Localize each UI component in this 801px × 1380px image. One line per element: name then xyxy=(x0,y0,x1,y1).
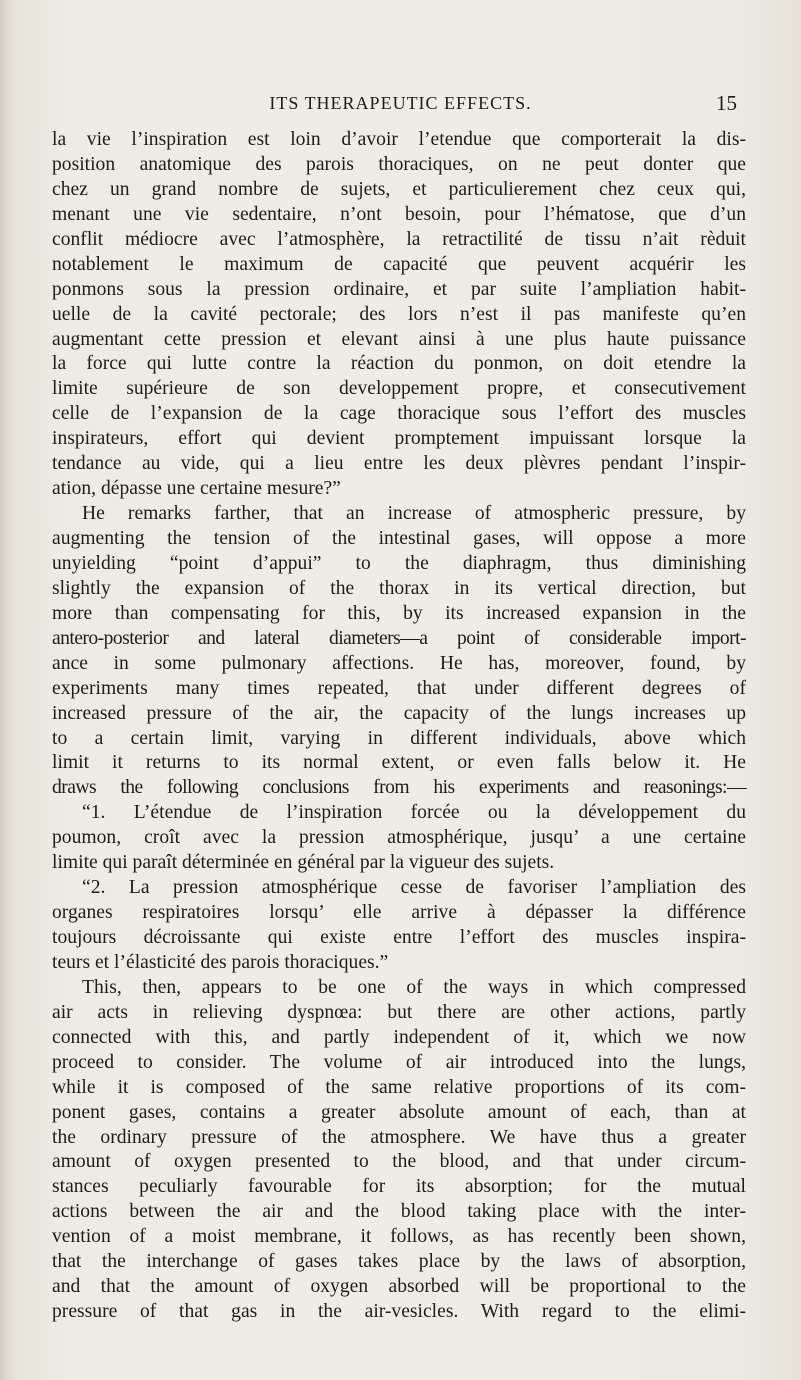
body-text xyxy=(52,128,746,1325)
text-line: limit it returns to its normal extent, or even falls below it. He xyxy=(52,752,746,774)
text-line: increased pressure of the air, the capacity of the lungs increases up xyxy=(52,702,746,724)
text-line: pressure of that gas in the air-vesicles. With regard to the elimi- xyxy=(52,1301,746,1323)
text-line: “1. L’étendue de l’inspiration forcée ou la développement du xyxy=(82,802,746,824)
text-line: amount of oxygen presented to the blood, and that under circum- xyxy=(52,1151,746,1173)
text-line: augmenting the tension of the intestinal gases, will oppose a more xyxy=(52,528,746,549)
running-title: ITS THERAPEUTIC EFFECTS. xyxy=(269,93,532,113)
text-line: while it is composed of the same relative proportions of its com- xyxy=(52,1076,746,1098)
text-line: limite qui paraît déterminée en général par la vigueur des sujets. xyxy=(52,852,555,874)
text-line: vention of a moist membrane, it follows, as has recently been shown, xyxy=(52,1226,746,1248)
text-line: la vie l’inspiration est loin d’avoir l’etendue que comporterait la dis- xyxy=(52,129,746,150)
page-number: 15 xyxy=(716,91,737,115)
text-line: stances peculiarly favourable for its absorption; for the mutual xyxy=(52,1176,746,1198)
text-line: tendance au vide, qui a lieu entre les deux plèvres pendant l’inspir- xyxy=(52,453,746,475)
text-line: ponmons sous la pression ordinaire, et par suite l’ampliation habit- xyxy=(52,278,746,300)
text-line: slightly the expansion of the thorax in its vertical direction, but xyxy=(52,577,746,599)
text-line: limite supérieure de son developpement propre, et consecutivement xyxy=(52,378,746,400)
text-line: This, then, appears to be one of the ways in which compressed xyxy=(82,976,746,998)
running-head xyxy=(0,92,801,122)
text-line: actions between the air and the blood taking place with the inter- xyxy=(52,1201,746,1223)
text-line: chez un grand nombre de sujets, et particulierement chez ceux qui, xyxy=(52,178,746,200)
text-line: experiments many times repeated, that under different degrees of xyxy=(52,677,746,699)
text-line: augmentant cette pression et elevant ainsi à une plus haute puissance xyxy=(52,328,746,350)
text-line: the ordinary pressure of the atmosphere. We have thus a greater xyxy=(52,1126,746,1148)
text-line: la force qui lutte contre la réaction du ponmon, on doit etendre la xyxy=(52,353,746,375)
text-line: that the interchange of gases takes place by the laws of absorption, xyxy=(52,1251,746,1273)
text-line: conflit médiocre avec l’atmosphère, la retractilité de tissu n’ait rèduit xyxy=(52,228,746,250)
text-line: to a certain limit, varying in different individuals, above which xyxy=(52,727,746,749)
text-line: ponent gases, contains a greater absolute amount of each, than at xyxy=(52,1101,746,1123)
text-line: air acts in relieving dyspnœa: but there are other actions, partly xyxy=(52,1001,746,1023)
text-line: connected with this, and partly independent of it, which we now xyxy=(52,1026,746,1048)
text-line: celle de l’expansion de la cage thoracique sous l’effort des muscles xyxy=(52,403,746,425)
text-line: He remarks farther, that an increase of atmospheric pressure, by xyxy=(82,503,746,525)
text-line: menant une vie sedentaire, n’ont besoin, pour l’hématose, que d’un xyxy=(52,203,746,225)
page-edge-shadow xyxy=(0,0,14,1380)
text-line: notablement le maximum de capacité que peuvent acquérir les xyxy=(52,253,746,275)
text-line: proceed to consider. The volume of air introduced into the lungs, xyxy=(52,1051,746,1073)
text-line: and that the amount of oxygen absorbed will be proportional to the xyxy=(52,1276,746,1298)
text-line: teurs et l’élasticité des parois thoraciques.” xyxy=(52,951,389,973)
text-line: uelle de la cavité pectorale; des lors n’est il pas manifeste qu’en xyxy=(52,303,746,325)
text-line: position anatomique des parois thoraciques, on ne peut donter que xyxy=(52,153,746,175)
text-line: draws the following conclusions from his experiments and reasonings:— xyxy=(52,777,746,799)
text-line: ance in some pulmonary affections. He has, moreover, found, by xyxy=(52,652,746,674)
text-line: inspirateurs, effort qui devient promptement impuissant lorsque la xyxy=(52,428,746,450)
text-line: ation, dépasse une certaine mesure?” xyxy=(52,478,341,500)
text-line: organes respiratoires lorsqu’ elle arrive à dépasser la différence xyxy=(52,902,746,924)
text-line: unyielding “point d’appui” to the diaphragm, thus diminishing xyxy=(52,552,746,574)
text-line: toujours décroissante qui existe entre l’effort des muscles inspira- xyxy=(52,927,746,948)
text-line: “2. La pression atmosphérique cesse de favoriser l’ampliation des xyxy=(82,877,746,899)
text-line: poumon, croît avec la pression atmosphérique, jusqu’ a une certaine xyxy=(52,827,746,849)
text-line: more than compensating for this, by its increased expansion in the xyxy=(52,602,746,624)
text-line: antero-posterior and lateral diameters—a point of considerable import- xyxy=(52,627,746,649)
